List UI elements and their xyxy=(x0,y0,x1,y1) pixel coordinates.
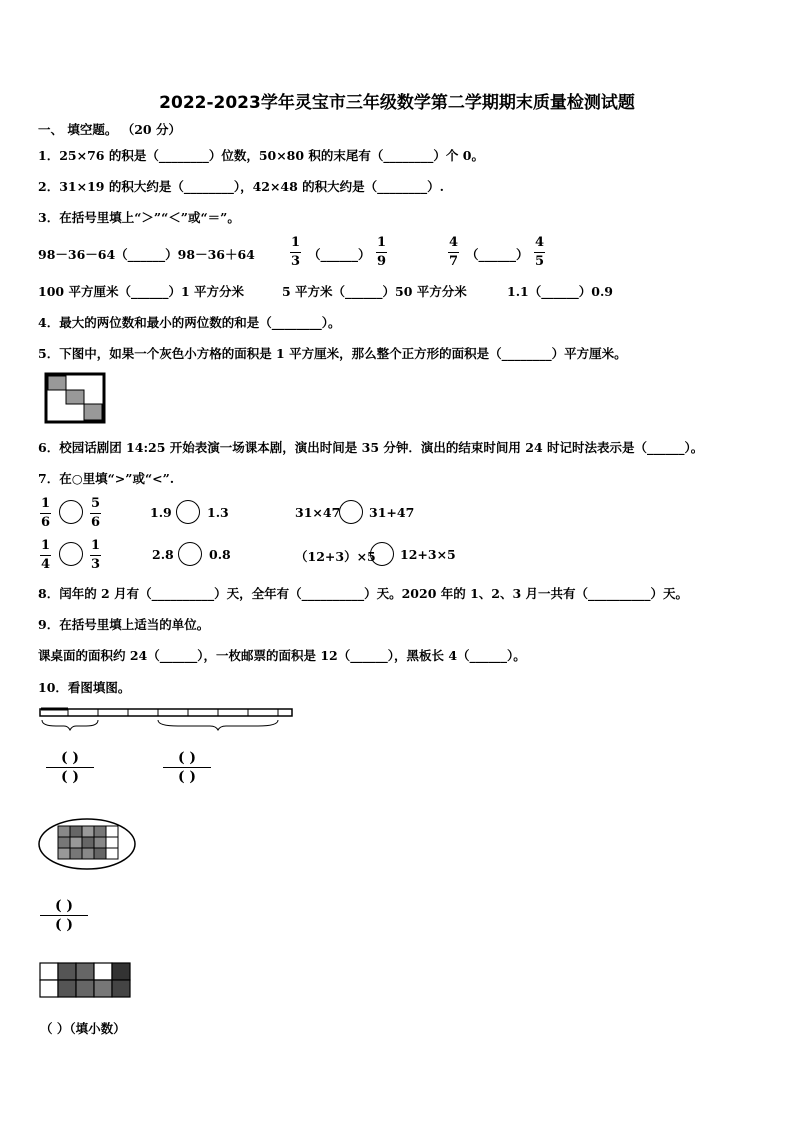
answer-fraction-blank: ( ) ( ) xyxy=(40,897,88,934)
ellipse-grid-figure xyxy=(36,816,138,872)
decimal-answer-blank: （ ）（填小数） xyxy=(40,1021,126,1036)
compare-circle[interactable] xyxy=(370,542,394,566)
answer-fraction-blank: ( ) ( ) xyxy=(46,749,94,786)
fraction: 1 9 xyxy=(376,235,387,269)
question-2: 2．31×19 的积大约是（________），42×48 的积大约是（________）. xyxy=(38,179,445,194)
compare-right: 31+47 xyxy=(369,505,415,520)
question-4: 4．最大的两位数和最小的两位数的和是（________）。 xyxy=(38,315,341,330)
question-7: 7．在○里填“>”或“<”. xyxy=(38,471,175,486)
grid-square-figure xyxy=(42,370,108,426)
compare-circle[interactable] xyxy=(176,500,200,524)
question-3: 3．在括号里填上“＞”“＜”或“＝”。 xyxy=(38,210,240,225)
compare-circle[interactable] xyxy=(339,500,363,524)
question-9: 9．在括号里填上适当的单位。 xyxy=(38,617,210,632)
compare-left: 31×47 xyxy=(295,505,341,520)
fraction: 1 3 xyxy=(290,235,301,269)
page-title: 2022-2023学年灵宝市三年级数学第二学期期末质量检测试题 xyxy=(159,93,635,113)
compare-right: 12+3×5 xyxy=(400,547,456,562)
shaded-grid-figure xyxy=(38,960,138,1000)
compare-circle[interactable] xyxy=(178,542,202,566)
question-9-line: 课桌面的面积约 24（______），一枚邮票的面积是 12（______），黑板长 4（______）。 xyxy=(38,648,526,663)
section-heading: 一、 填空题。 （20 分） xyxy=(38,122,181,137)
question-5: 5．下图中，如果一个灰色小方格的面积是 1 平方厘米，那么整个正方形的面积是（________）平方厘米。 xyxy=(38,346,627,361)
compare-left: 1.9 xyxy=(150,505,172,520)
segment-bar-figure xyxy=(38,704,298,738)
question-10: 10．看图填图。 xyxy=(38,680,131,695)
compare-left: 2.8 xyxy=(152,547,174,562)
compare-right: 1.3 xyxy=(207,505,229,520)
answer-blank: （______） xyxy=(308,247,371,262)
q3-compare-a: 100 平方厘米（______）1 平方分米 xyxy=(38,284,244,299)
fraction: 4 7 xyxy=(448,235,459,269)
compare-circle[interactable] xyxy=(59,542,83,566)
q3-compare-c: 1.1（______）0.9 xyxy=(507,284,613,299)
answer-fraction-blank: ( ) ( ) xyxy=(163,749,211,786)
fraction: 5 6 xyxy=(90,496,101,530)
q3-expression: 98－36－64（______）98－36＋64 xyxy=(38,247,255,262)
fraction: 1 3 xyxy=(90,538,101,572)
compare-right: 0.8 xyxy=(209,547,231,562)
fraction: 1 4 xyxy=(40,538,51,572)
answer-blank: （______） xyxy=(466,247,529,262)
q3-compare-b: 5 平方米（______）50 平方分米 xyxy=(282,284,467,299)
compare-circle[interactable] xyxy=(59,500,83,524)
fraction: 4 5 xyxy=(534,235,545,269)
question-8: 8．闰年的 2 月有（__________）天，全年有（__________）天。2020 年的 1、2、3 月一共有（__________）天。 xyxy=(38,586,689,601)
compare-left: （12+3）×5 xyxy=(295,549,376,564)
question-1: 1．25×76 的积是（________）位数，50×80 积的末尾有（________）个 0。 xyxy=(38,148,484,163)
fraction: 1 6 xyxy=(40,496,51,530)
question-6: 6．校园话剧团 14:25 开始表演一场课本剧，演出时间是 35 分钟．演出的结束时间用 24 时记时法表示是（______）。 xyxy=(38,440,704,455)
